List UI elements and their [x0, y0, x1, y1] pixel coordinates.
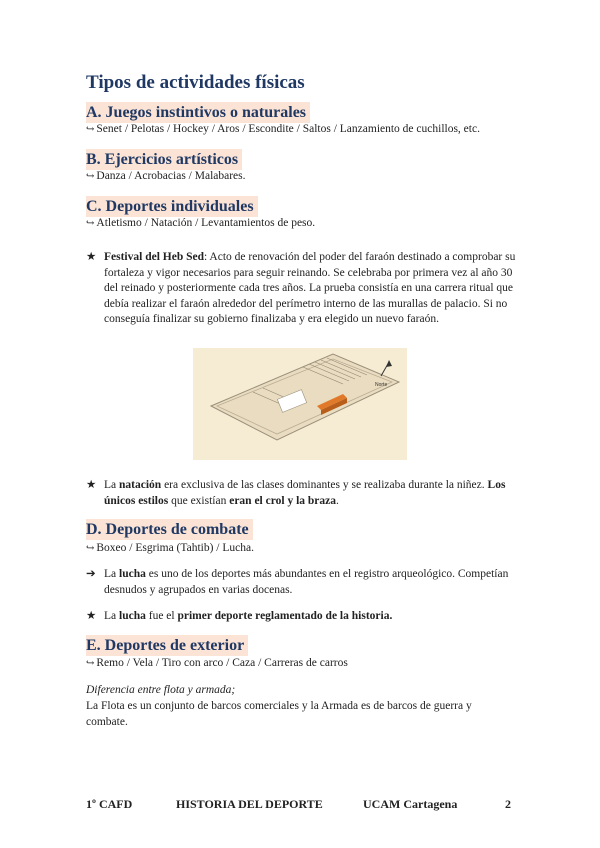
text-run: fue el [145, 610, 178, 622]
primer-deporte-bold: primer deporte reglamentado de la historia. [177, 610, 393, 622]
section-a-items: Senet / Pelotas / Hockey / Aros / Escondite / Saltos / Lanzamiento de cuchillos, etc. [96, 123, 480, 135]
footer-course: 1º CAFD [86, 797, 133, 811]
hook-arrow-icon: ↪ [86, 124, 95, 135]
text-run: . [336, 494, 339, 507]
estilos-bold: Los únicos estilos [104, 479, 506, 507]
natacion-paragraph [86, 478, 516, 509]
text-run: La [104, 568, 120, 580]
lucha-word: lucha [119, 610, 146, 622]
footer-subject: HISTORIA DEL DEPORTE [176, 797, 323, 811]
lucha-word: lucha [119, 568, 146, 580]
text-run: La [104, 479, 120, 491]
section-e-heading: E. Deportes de exterior [86, 635, 248, 656]
section-b-list [86, 169, 246, 184]
star-bullet-icon: ★ [86, 610, 97, 622]
lucha-paragraph-2 [86, 609, 516, 625]
crol-braza-bold: eran el crol y la braza [229, 494, 336, 507]
text-run: es uno de los deportes más abundantes en el registro arqueológico. Competían desnudos y agrupados en varias docenas. [104, 568, 509, 596]
section-e-list [86, 656, 348, 671]
text-run: era exclusiva de las clases dominantes y se realizaba durante la niñez. [161, 479, 488, 491]
section-c-items: Atletismo / Natación / Levantamientos de peso. [96, 217, 316, 229]
text-run: que existían [168, 494, 230, 507]
hook-arrow-icon: ↪ [86, 543, 95, 554]
lucha-paragraph-1 [86, 567, 516, 598]
palace-plan-illustration [193, 348, 407, 460]
footer-page-number: 2 [505, 797, 511, 811]
section-b-heading: B. Ejercicios artísticos [86, 149, 242, 170]
flota-armada-text: La Flota es un conjunto de barcos comerciales y la Armada es de barcos de guerra y combate. [86, 700, 472, 728]
section-d-items: Boxeo / Esgrima (Tahtib) / Lucha. [96, 542, 254, 554]
section-d-heading: D. Deportes de combate [86, 519, 253, 540]
section-a-list [86, 122, 480, 137]
star-bullet-icon: ★ [86, 251, 97, 263]
star-bullet-icon: ★ [86, 479, 97, 491]
page-title: Tipos de actividades físicas [86, 72, 305, 93]
heb-sed-paragraph [86, 250, 516, 328]
natacion-word: natación [119, 479, 162, 491]
right-arrow-bullet-icon: ➔ [86, 568, 96, 580]
footer-university: UCAM Cartagena [363, 797, 458, 811]
hook-arrow-icon: ↪ [86, 658, 95, 669]
north-label: Norte [375, 382, 388, 388]
heb-sed-text: : Acto de renovación del poder del faraón destinado a comprobar su fortaleza y vigor necesarios para seguir reinando. Se celebraba por primera vez al año 30 del reinado y posteriormente cada tres años. La prueba consistía en una carrera ritual que debía realizar el faraón alrededor del perímetro interno de las murallas de palacio. Si no conseguía finalizar su gobierno finalizaba y era elegido un nuevo faraón. [104, 251, 516, 325]
section-e-items: Remo / Vela / Tiro con arco / Caza / Carreras de carros [96, 657, 348, 669]
section-d-list [86, 541, 254, 556]
hook-arrow-icon: ↪ [86, 218, 95, 229]
section-c-heading: C. Deportes individuales [86, 196, 258, 217]
section-b-items: Danza / Acrobacias / Malabares. [96, 170, 246, 182]
section-c-list [86, 216, 315, 231]
flota-armada-label: Diferencia entre flota y armada; [86, 684, 236, 696]
section-a-heading: A. Juegos instintivos o naturales [86, 102, 310, 123]
heb-sed-name: Festival del Heb Sed [104, 251, 204, 263]
palace-plan-figure [193, 348, 407, 460]
hook-arrow-icon: ↪ [86, 171, 95, 182]
text-run: La [104, 610, 120, 622]
